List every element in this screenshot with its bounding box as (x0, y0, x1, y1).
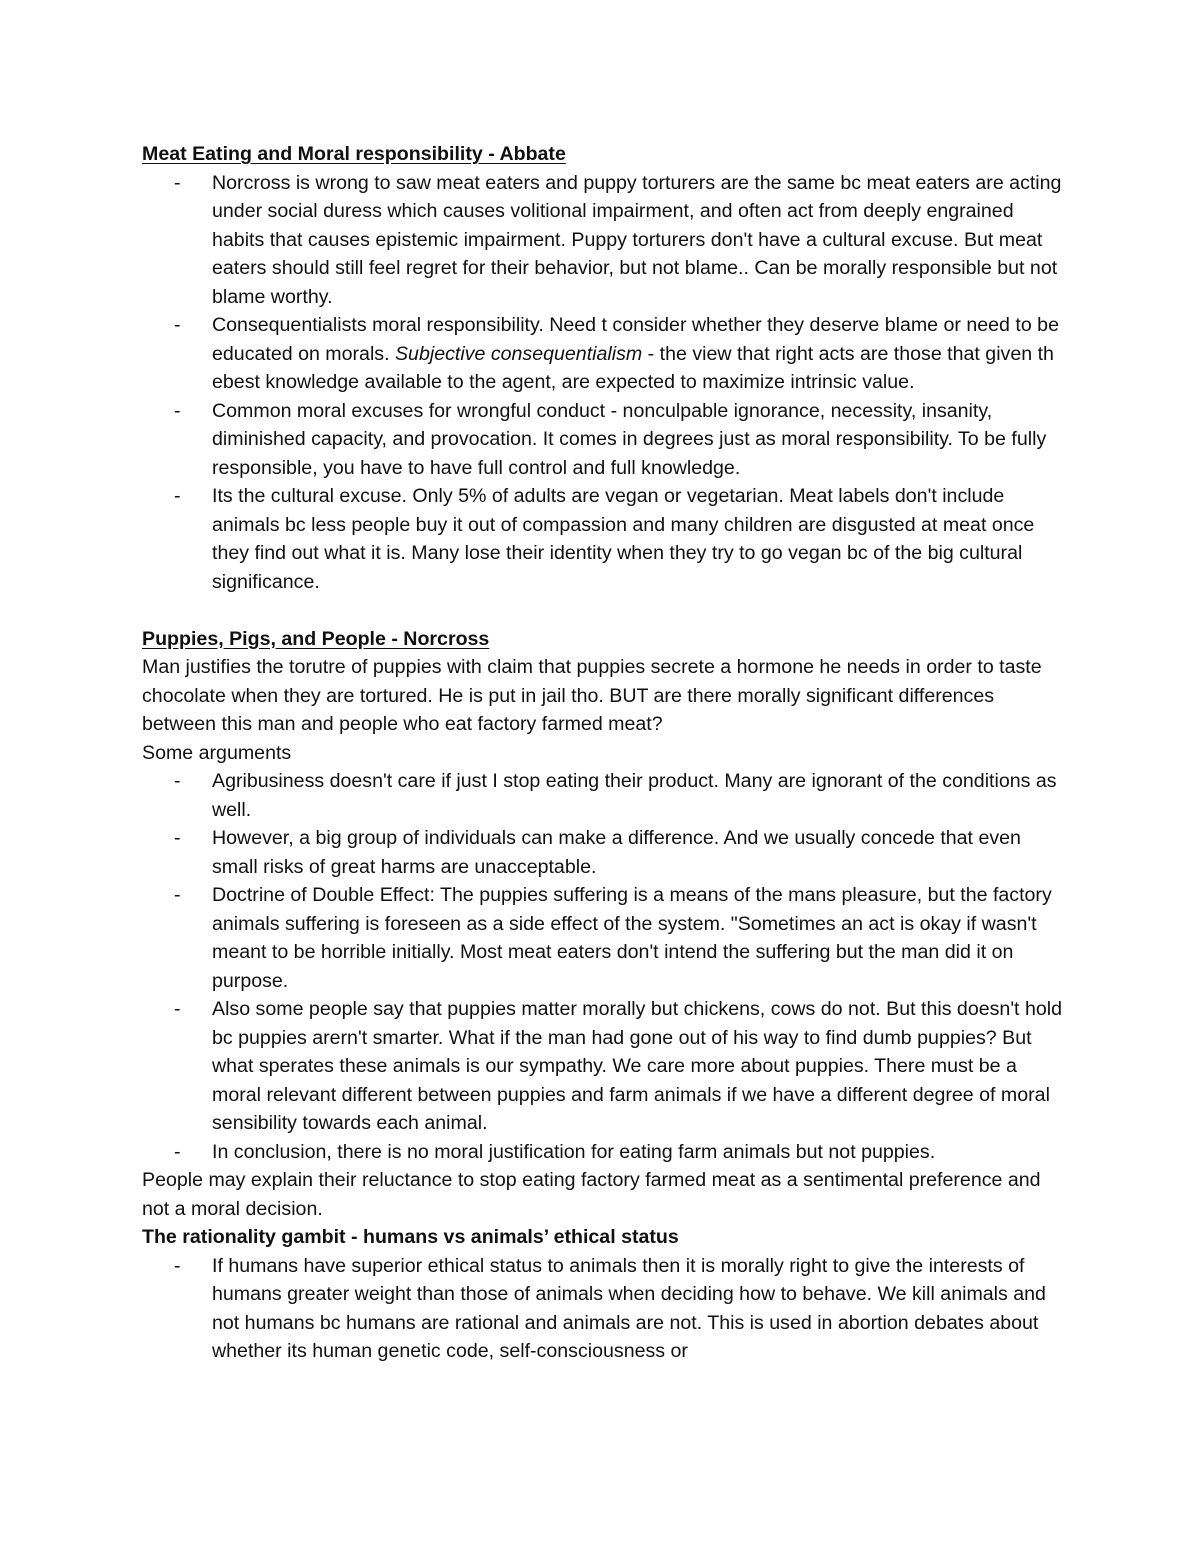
bullet-text: In conclusion, there is no moral justification for eating farm animals but not puppies. (212, 1140, 936, 1163)
list-item (174, 995, 1062, 1138)
bullet-text: Norcross is wrong to saw meat eaters and puppy torturers are the same bc meat eaters are acting under social duress which causes volitional impairment, and often act from deeply engrained habits that causes epistemic impairment. Puppy torturers don't have a cultural excuse. But meat eaters should still feel regret for their behavior, but not blame.. Can be morally responsible but not blame worthy. (212, 171, 1062, 308)
list-item (174, 1138, 1062, 1167)
bullet-text: - the view that right acts are those that given th ebest knowledge available to the agent, are expected to maximize intrinsic value. (212, 342, 1054, 393)
bullet-text: Common moral excuses for wrongful conduct - nonculpable ignorance, necessity, insanity, diminished capacity, and provocation. It comes in degrees just as moral responsibility. To be fully responsible, you have to have full control and full knowledge. (212, 399, 1047, 479)
bullet-text: Agribusiness doesn't care if just I stop eating their product. Many are ignorant of the conditions as well. (212, 770, 1057, 821)
intro-paragraph: Man justifies the torutre of puppies with claim that puppies secrete a hormone he needs in order to taste chocolate when they are tortured. He is put in jail tho. BUT are there morally significant differences between this man and people who eat factory farmed meat? (142, 656, 1042, 735)
bullet-text: However, a big group of individuals can make a difference. And we usually concede that even small risks of great harms are unacceptable. (212, 827, 1021, 878)
bullet-text: Consequentialists moral responsibility. Need t consider whether they deserve blame or need to be educated on morals. (212, 314, 1059, 365)
dash-marker: - (174, 399, 181, 422)
dash-marker: - (174, 884, 181, 906)
bullet-text: Also some people say that puppies matter morally but chickens, cows do not. But this doesn't hold bc puppies arern't smarter. What if the man had gone out of his way to find dumb puppies? But what sperates these animals is our sympathy. We care more about puppies. There must be a moral relevant different between puppies and farm animals if we have a different degree of moral sensibility towards each animal. (212, 998, 1062, 1134)
dash-marker: - (174, 171, 181, 194)
dash-marker: - (174, 1254, 181, 1277)
list-item (174, 397, 1062, 483)
list-item (174, 881, 1062, 995)
bullet-text: Doctrine of Double Effect: The puppies suffering is a means of the mans pleasure, but the factory animals suffering is foreseen as a side effect of the system. "Sometimes an act is okay if wasn't meant to be horrible initially. Most meat eaters don't intend the suffering but the man did it on purpose. (212, 884, 1052, 992)
section-heading-norcross: Puppies, Pigs, and People - Norcross (142, 627, 490, 650)
dash-marker: - (174, 314, 181, 336)
bullet-text: Its the cultural excuse. Only 5% of adults are vegan or vegetarian. Meat labels don't include animals bc less people buy it out of compassion and many children are disgusted at meat once they find out what it is. Many lose their identity when they try to go vegan bc of the big cultural significance. (212, 485, 1035, 593)
section-heading-rationality-gambit: The rationality gambit - humans vs animals’ ethical status (142, 1226, 679, 1248)
list-item (174, 824, 1062, 881)
list-item (174, 1252, 1062, 1366)
closing-paragraph: People may explain their reluctance to stop eating factory farmed meat as a sentimental preference and not a moral decision. (142, 1169, 1041, 1220)
list-item (174, 169, 1062, 312)
blank-line (142, 596, 1062, 625)
rationality-bullet-list (142, 1252, 1062, 1366)
dash-marker: - (174, 998, 181, 1020)
abbate-bullet-list (142, 169, 1062, 597)
italic-term: Subjective consequentialism (394, 342, 643, 365)
list-item (174, 311, 1062, 397)
list-item (174, 767, 1062, 824)
list-item (174, 482, 1062, 596)
dash-marker: - (174, 485, 181, 507)
bullet-text: If humans have superior ethical status to animals then it is morally right to give the interests of humans greater weight than those of animals when deciding how to behave. We kill animals and not humans bc humans are rational and animals are not. This is used in abortion debates about whether its human genetic code, self-consciousness or (212, 1254, 1046, 1362)
lead-line: Some arguments (142, 741, 292, 764)
document-page (142, 140, 1062, 1366)
dash-marker: - (174, 827, 181, 849)
section-heading-abbate: Meat Eating and Moral responsibility - Abbate (142, 143, 566, 165)
dash-marker: - (174, 770, 181, 792)
norcross-bullet-list (142, 767, 1062, 1166)
dash-marker: - (174, 1140, 181, 1163)
